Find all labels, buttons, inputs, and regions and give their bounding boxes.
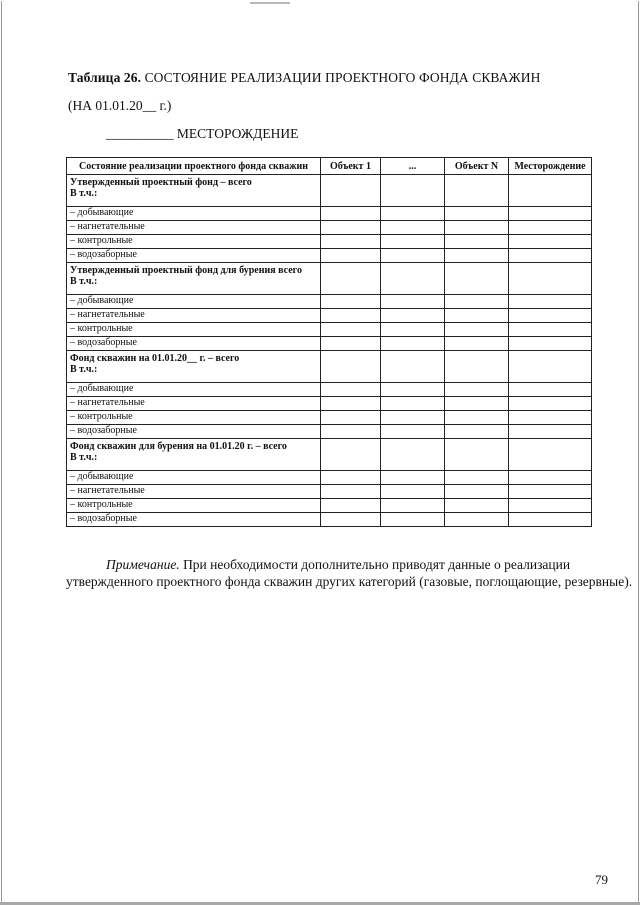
empty-value-cell [445, 471, 509, 485]
empty-value-cell [445, 235, 509, 249]
table-row [67, 425, 592, 439]
empty-value-cell [321, 485, 381, 499]
empty-value-cell [321, 175, 381, 207]
note-label: Примечание. [106, 557, 180, 572]
page-number: 79 [595, 872, 608, 887]
group-label-cell [67, 351, 321, 383]
note-lead-line [66, 556, 606, 573]
empty-value-cell [381, 411, 445, 425]
empty-value-cell [381, 309, 445, 323]
row-label: – нагнетательные [67, 309, 321, 323]
column-header-ellipsis: ... [381, 158, 445, 175]
table-group-row [67, 263, 592, 295]
empty-value-cell [381, 471, 445, 485]
empty-value-cell [445, 221, 509, 235]
empty-value-cell [321, 337, 381, 351]
field-name-blank: __________ [106, 126, 174, 141]
empty-value-cell [381, 295, 445, 309]
row-label: – водозаборные [67, 513, 321, 527]
table-group-row [67, 175, 592, 207]
table-group-row [67, 351, 592, 383]
row-label: – контрольные [67, 235, 321, 249]
table-row [67, 207, 592, 221]
empty-value-cell [509, 249, 592, 263]
empty-value-cell [445, 439, 509, 471]
empty-value-cell [321, 295, 381, 309]
empty-value-cell [381, 207, 445, 221]
table-row [67, 411, 592, 425]
table-header-row [67, 158, 592, 175]
note-text-lead: При необходимости дополнительно приводят данные о реализации [183, 557, 571, 572]
column-header-state: Состояние реализации проектного фонда скважин [67, 158, 321, 175]
empty-value-cell [381, 425, 445, 439]
empty-value-cell [321, 383, 381, 397]
empty-value-cell [381, 397, 445, 411]
empty-value-cell [381, 337, 445, 351]
empty-value-cell [509, 323, 592, 337]
empty-value-cell [321, 439, 381, 471]
scan-artifact [250, 2, 290, 4]
row-label: – добывающие [67, 295, 321, 309]
empty-value-cell [509, 337, 592, 351]
empty-value-cell [321, 411, 381, 425]
table-row [67, 499, 592, 513]
table-row [67, 397, 592, 411]
row-label: – контрольные [67, 411, 321, 425]
empty-value-cell [381, 439, 445, 471]
empty-value-cell [381, 351, 445, 383]
empty-value-cell [445, 499, 509, 513]
empty-value-cell [445, 383, 509, 397]
empty-value-cell [381, 263, 445, 295]
empty-value-cell [509, 513, 592, 527]
column-header-object-1: Объект 1 [321, 158, 381, 175]
empty-value-cell [321, 207, 381, 221]
table-row [67, 337, 592, 351]
table-row [67, 309, 592, 323]
table-title: СОСТОЯНИЕ РЕАЛИЗАЦИИ ПРОЕКТНОГО ФОНДА СКВАЖИН [144, 70, 541, 85]
row-label: – добывающие [67, 207, 321, 221]
table-row [67, 249, 592, 263]
row-label: – добывающие [67, 471, 321, 485]
empty-value-cell [445, 425, 509, 439]
empty-value-cell [509, 499, 592, 513]
table-row [67, 295, 592, 309]
empty-value-cell [445, 309, 509, 323]
table-row [67, 221, 592, 235]
empty-value-cell [321, 471, 381, 485]
group-title: Фонд скважин на 01.01.20__ г. – всего [70, 353, 240, 364]
empty-value-cell [381, 235, 445, 249]
note-paragraph [66, 556, 633, 590]
empty-value-cell [321, 221, 381, 235]
group-title: Фонд скважин для бурения на 01.01.20 г. – всего [70, 441, 287, 452]
empty-value-cell [509, 295, 592, 309]
table-group-row [67, 439, 592, 471]
empty-value-cell [445, 263, 509, 295]
table-body [67, 175, 592, 527]
empty-value-cell [381, 249, 445, 263]
empty-value-cell [509, 351, 592, 383]
empty-value-cell [321, 309, 381, 323]
empty-value-cell [509, 411, 592, 425]
row-label: – контрольные [67, 499, 321, 513]
empty-value-cell [321, 263, 381, 295]
empty-value-cell [509, 425, 592, 439]
empty-value-cell [445, 397, 509, 411]
group-title: Утвержденный проектный фонд – всего [70, 177, 252, 188]
column-header-field: Месторождение [509, 158, 592, 175]
empty-value-cell [509, 221, 592, 235]
field-label: МЕСТОРОЖДЕНИЕ [176, 126, 299, 141]
row-label: – контрольные [67, 323, 321, 337]
table-row [67, 485, 592, 499]
group-label-cell [67, 175, 321, 207]
empty-value-cell [321, 513, 381, 527]
empty-value-cell [445, 485, 509, 499]
row-label: – водозаборные [67, 425, 321, 439]
empty-value-cell [445, 411, 509, 425]
empty-value-cell [509, 263, 592, 295]
empty-value-cell [509, 485, 592, 499]
empty-value-cell [321, 235, 381, 249]
empty-value-cell [445, 249, 509, 263]
well-fund-table [66, 157, 592, 527]
empty-value-cell [445, 207, 509, 221]
table-row [67, 235, 592, 249]
empty-value-cell [445, 323, 509, 337]
empty-value-cell [381, 485, 445, 499]
empty-value-cell [509, 439, 592, 471]
table-row [67, 323, 592, 337]
table-row [67, 513, 592, 527]
empty-value-cell [509, 175, 592, 207]
empty-value-cell [321, 351, 381, 383]
empty-value-cell [381, 221, 445, 235]
empty-value-cell [509, 397, 592, 411]
empty-value-cell [445, 175, 509, 207]
empty-value-cell [381, 323, 445, 337]
empty-value-cell [445, 295, 509, 309]
table-row [67, 471, 592, 485]
empty-value-cell [445, 351, 509, 383]
empty-value-cell [509, 471, 592, 485]
group-subtitle: В т.ч.: [70, 452, 98, 463]
empty-value-cell [381, 499, 445, 513]
empty-value-cell [445, 337, 509, 351]
group-label-cell [67, 263, 321, 295]
empty-value-cell [445, 513, 509, 527]
row-label: – водозаборные [67, 337, 321, 351]
empty-value-cell [321, 249, 381, 263]
group-label-cell [67, 439, 321, 471]
empty-value-cell [321, 499, 381, 513]
empty-value-cell [509, 235, 592, 249]
row-label: – нагнетательные [67, 485, 321, 499]
group-subtitle: В т.ч.: [70, 276, 98, 287]
empty-value-cell [381, 513, 445, 527]
date-line: (НА 01.01.20__ г.) [68, 98, 172, 113]
group-subtitle: В т.ч.: [70, 364, 98, 375]
empty-value-cell [381, 383, 445, 397]
row-label: – водозаборные [67, 249, 321, 263]
group-subtitle: В т.ч.: [70, 188, 98, 199]
note-text-tail: утвержденного проектного фонда скважин других категорий (газовые, поглощающие, резервные). [66, 574, 633, 589]
table-row [67, 383, 592, 397]
empty-value-cell [509, 309, 592, 323]
empty-value-cell [509, 207, 592, 221]
table-caption [68, 70, 540, 86]
empty-value-cell [321, 323, 381, 337]
row-label: – нагнетательные [67, 397, 321, 411]
row-label: – нагнетательные [67, 221, 321, 235]
row-label: – добывающие [67, 383, 321, 397]
table-number: Таблица 26. [68, 70, 142, 85]
column-header-object-n: Объект N [445, 158, 509, 175]
empty-value-cell [381, 175, 445, 207]
field-line [106, 126, 298, 142]
empty-value-cell [321, 397, 381, 411]
empty-value-cell [509, 383, 592, 397]
group-title: Утвержденный проектный фонд для бурения всего [70, 265, 302, 276]
empty-value-cell [321, 425, 381, 439]
